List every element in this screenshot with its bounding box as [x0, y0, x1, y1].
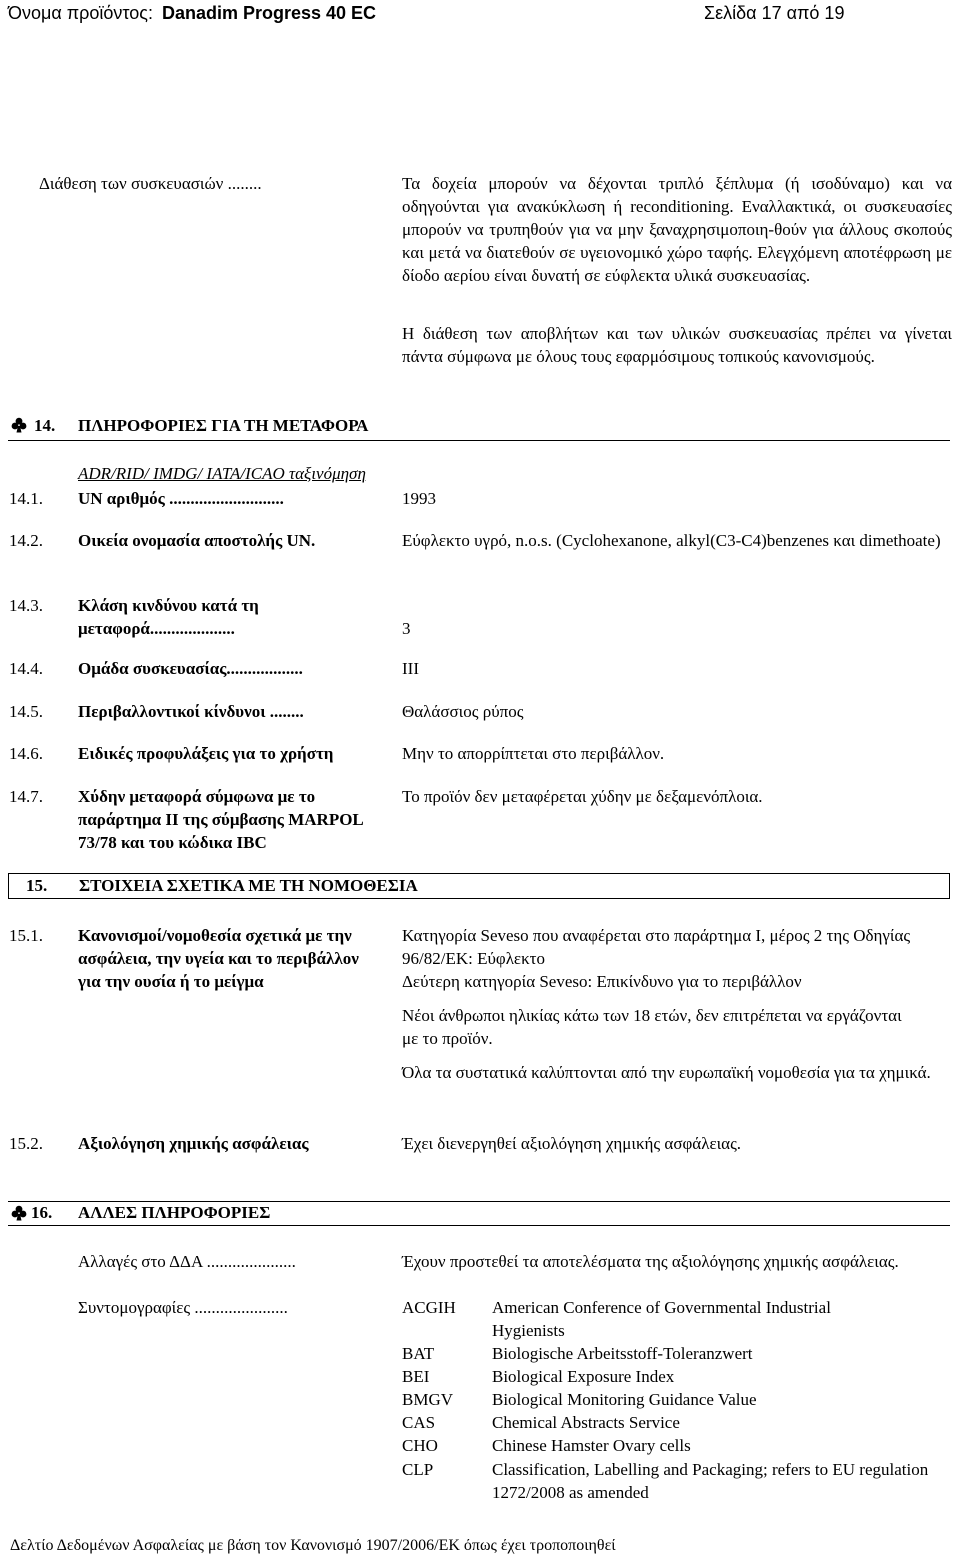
abbreviation-row [402, 1388, 942, 1411]
item-14-7-label: Χύδην μεταφορά σύμφωνα με το παράρτημα II της σύμβασης MARPOL 73/78 και του κώδικα IBC [78, 787, 363, 852]
page-number: Σελίδα 17 από 19 [704, 3, 845, 23]
abbreviation-row [402, 1365, 942, 1388]
item-14-1-value: 1993 [402, 489, 436, 508]
abbreviation-code: CHO [402, 1436, 438, 1455]
item-14-5-value: Θαλάσσιος ρύπος [402, 702, 524, 721]
abbreviation-definition: Classification, Labelling and Packaging; refers to EU regulation 1272/2008 as amended [492, 1460, 929, 1502]
section-15-number: 15. [26, 876, 48, 895]
item-14-2-label: Οικεία ονομασία αποστολής UN. [78, 531, 316, 550]
item-14-6-label: Ειδικές προφυλάξεις για το χρήστη [78, 744, 334, 763]
item-15-1-text-2: Δεύτερη κατηγορία Seveso: Επικίνδυνο για το περιβάλλον [402, 972, 802, 991]
abbreviation-definition: American Conference of Governmental Industrial Hygienists [492, 1298, 831, 1340]
abbreviation-code: CAS [402, 1413, 436, 1432]
item-14-7-value: Το προϊόν δεν μεταφέρεται χύδην με δεξαμενόπλοια. [402, 787, 763, 806]
item-15-2-value: Έχει διενεργηθεί αξιολόγηση χημικής ασφάλειας. [402, 1134, 742, 1153]
disposal-text-2: Η διάθεση των αποβλήτων και των υλικών συσκευασίας πρέπει να γίνεται πάντα σύμφωνα με όλους τους εφαρμόσιμους τοπικούς κανονισμούς. [402, 324, 952, 366]
abbreviation-row [402, 1296, 942, 1342]
club-icon [11, 1205, 27, 1221]
item-15-2-label: Αξιολόγηση χημικής ασφάλειας [78, 1134, 309, 1153]
section-15-title: ΣΤΟΙΧΕΙΑ ΣΧΕΤΙΚΑ ΜΕ ΤΗ ΝΟΜΟΘΕΣΙΑ [79, 876, 418, 895]
section-14-title: ΠΛΗΡΟΦΟΡΙΕΣ ΓΙΑ ΤΗ ΜΕΤΑΦΟΡΑ [78, 416, 369, 435]
disposal-text-1: Τα δοχεία μπορούν να δέχονται τριπλό ξέπλυμα (ή ισοδύναμο) και να οδηγούνται για ανακύκλωση ή reconditioning. Εναλλακτικά, οι συσκευασίες μπορούν να τρυπηθούν για να μην ξαναχρησιμοποιη-θούν για άλλους σκοπούς και μετά να διατεθούν σε υγειονομικό χώρο ταφής. Ελεγχόμενη αποτέφρωση με δίοδο αερίου είναι δυνατή σε εύφλεκτα υλικά συσκευασίας. [402, 174, 952, 285]
changes-label: Αλλαγές στο ΔΔΑ ..................... [78, 1252, 296, 1271]
abbreviation-code: CLP [402, 1460, 434, 1479]
abbreviation-definition: Biological Monitoring Guidance Value [492, 1390, 757, 1409]
item-14-7-number: 14.7. [9, 787, 43, 806]
item-14-2-number: 14.2. [9, 531, 43, 550]
disposal-label: Διάθεση των συσκευασιών ........ [39, 174, 262, 193]
abbreviations-label: Συντομογραφίες ...................... [78, 1298, 288, 1317]
abbreviation-row [402, 1411, 942, 1434]
item-14-5-number: 14.5. [9, 702, 43, 721]
abbreviation-row [402, 1342, 942, 1365]
abbreviation-definition: Biologische Arbeitsstoff-Toleranzwert [492, 1344, 753, 1363]
abbreviation-row [402, 1434, 942, 1457]
changes-value: Έχουν προστεθεί τα αποτελέσματα της αξιολόγησης χημικής ασφάλειας. [402, 1252, 899, 1271]
item-14-1-number: 14.1. [9, 489, 43, 508]
item-14-4-number: 14.4. [9, 659, 43, 678]
abbreviation-code: BMGV [402, 1390, 454, 1409]
abbreviation-code: BEI [402, 1367, 430, 1386]
section-16-bottom-rule [8, 1225, 950, 1226]
section-16-title: ΑΛΛΕΣ ΠΛΗΡΟΦΟΡΙΕΣ [78, 1203, 271, 1222]
abbreviation-code: ACGIH [402, 1298, 456, 1317]
club-icon [11, 417, 27, 433]
item-15-1-number: 15.1. [9, 926, 43, 945]
item-14-3-number: 14.3. [9, 596, 43, 615]
section-14-rule [8, 440, 950, 441]
section-15-heading [8, 873, 950, 899]
item-15-1-text-4: Όλα τα συστατικά καλύπτονται από την ευρωπαϊκή νομοθεσία για τα χημικά. [402, 1063, 931, 1082]
abbreviation-definition: Biological Exposure Index [492, 1367, 675, 1386]
item-15-2-number: 15.2. [9, 1134, 43, 1153]
abbreviation-row [402, 1458, 942, 1504]
item-14-1-label: UN αριθμός ........................... [78, 489, 284, 508]
abbreviation-definition: Chinese Hamster Ovary cells [492, 1436, 691, 1455]
item-14-3-label: Κλάση κινδύνου κατά τη μεταφορά.................... [78, 596, 259, 638]
abbreviation-definition: Chemical Abstracts Service [492, 1413, 680, 1432]
transport-classification: ADR/RID/ IMDG/ IATA/ICAO ταξινόμηση [78, 464, 366, 483]
item-15-1-text-1: Κατηγορία Seveso που αναφέρεται στο παράρτημα I, μέρος 2 της Οδηγίας 96/82/ΕΚ: Εύφλεκτο [402, 926, 911, 968]
item-15-1-text-3: Νέοι άνθρωποι ηλικίας κάτω των 18 ετών, δεν επιτρέπεται να εργάζονται με το προϊόν. [402, 1006, 902, 1048]
item-14-6-value: Μην το απορρίπτεται στο περιβάλλον. [402, 744, 665, 763]
item-14-2-value: Εύφλεκτο υγρό, n.o.s. (Cyclohexanone, alkyl(C3-C4)benzenes και dimethoate) [402, 531, 941, 550]
product-label: Όνομα προϊόντος: [8, 3, 153, 23]
item-14-4-label: Ομάδα συσκευασίας.................. [78, 659, 303, 678]
item-14-6-number: 14.6. [9, 744, 43, 763]
page-header [8, 2, 376, 24]
item-14-4-value: III [402, 659, 419, 678]
item-14-5-label: Περιβαλλοντικοί κίνδυνοι ........ [78, 702, 304, 721]
abbreviation-code: BAT [402, 1344, 435, 1363]
section-14-number: 14. [34, 416, 56, 435]
item-14-3-value: 3 [402, 619, 411, 638]
page-footer: Δελτίο Δεδομένων Ασφαλείας με βάση τον Κανονισμό 1907/2006/ΕΚ όπως έχει τροποποιηθεί [10, 1537, 616, 1554]
item-15-1-label: Κανονισμοί/νομοθεσία σχετικά με την ασφάλεια, την υγεία και το περιβάλλον για την ουσία ή το μείγμα [78, 926, 359, 991]
section-16-number: 16. [31, 1203, 53, 1222]
product-name: Danadim Progress 40 EC [161, 3, 377, 23]
